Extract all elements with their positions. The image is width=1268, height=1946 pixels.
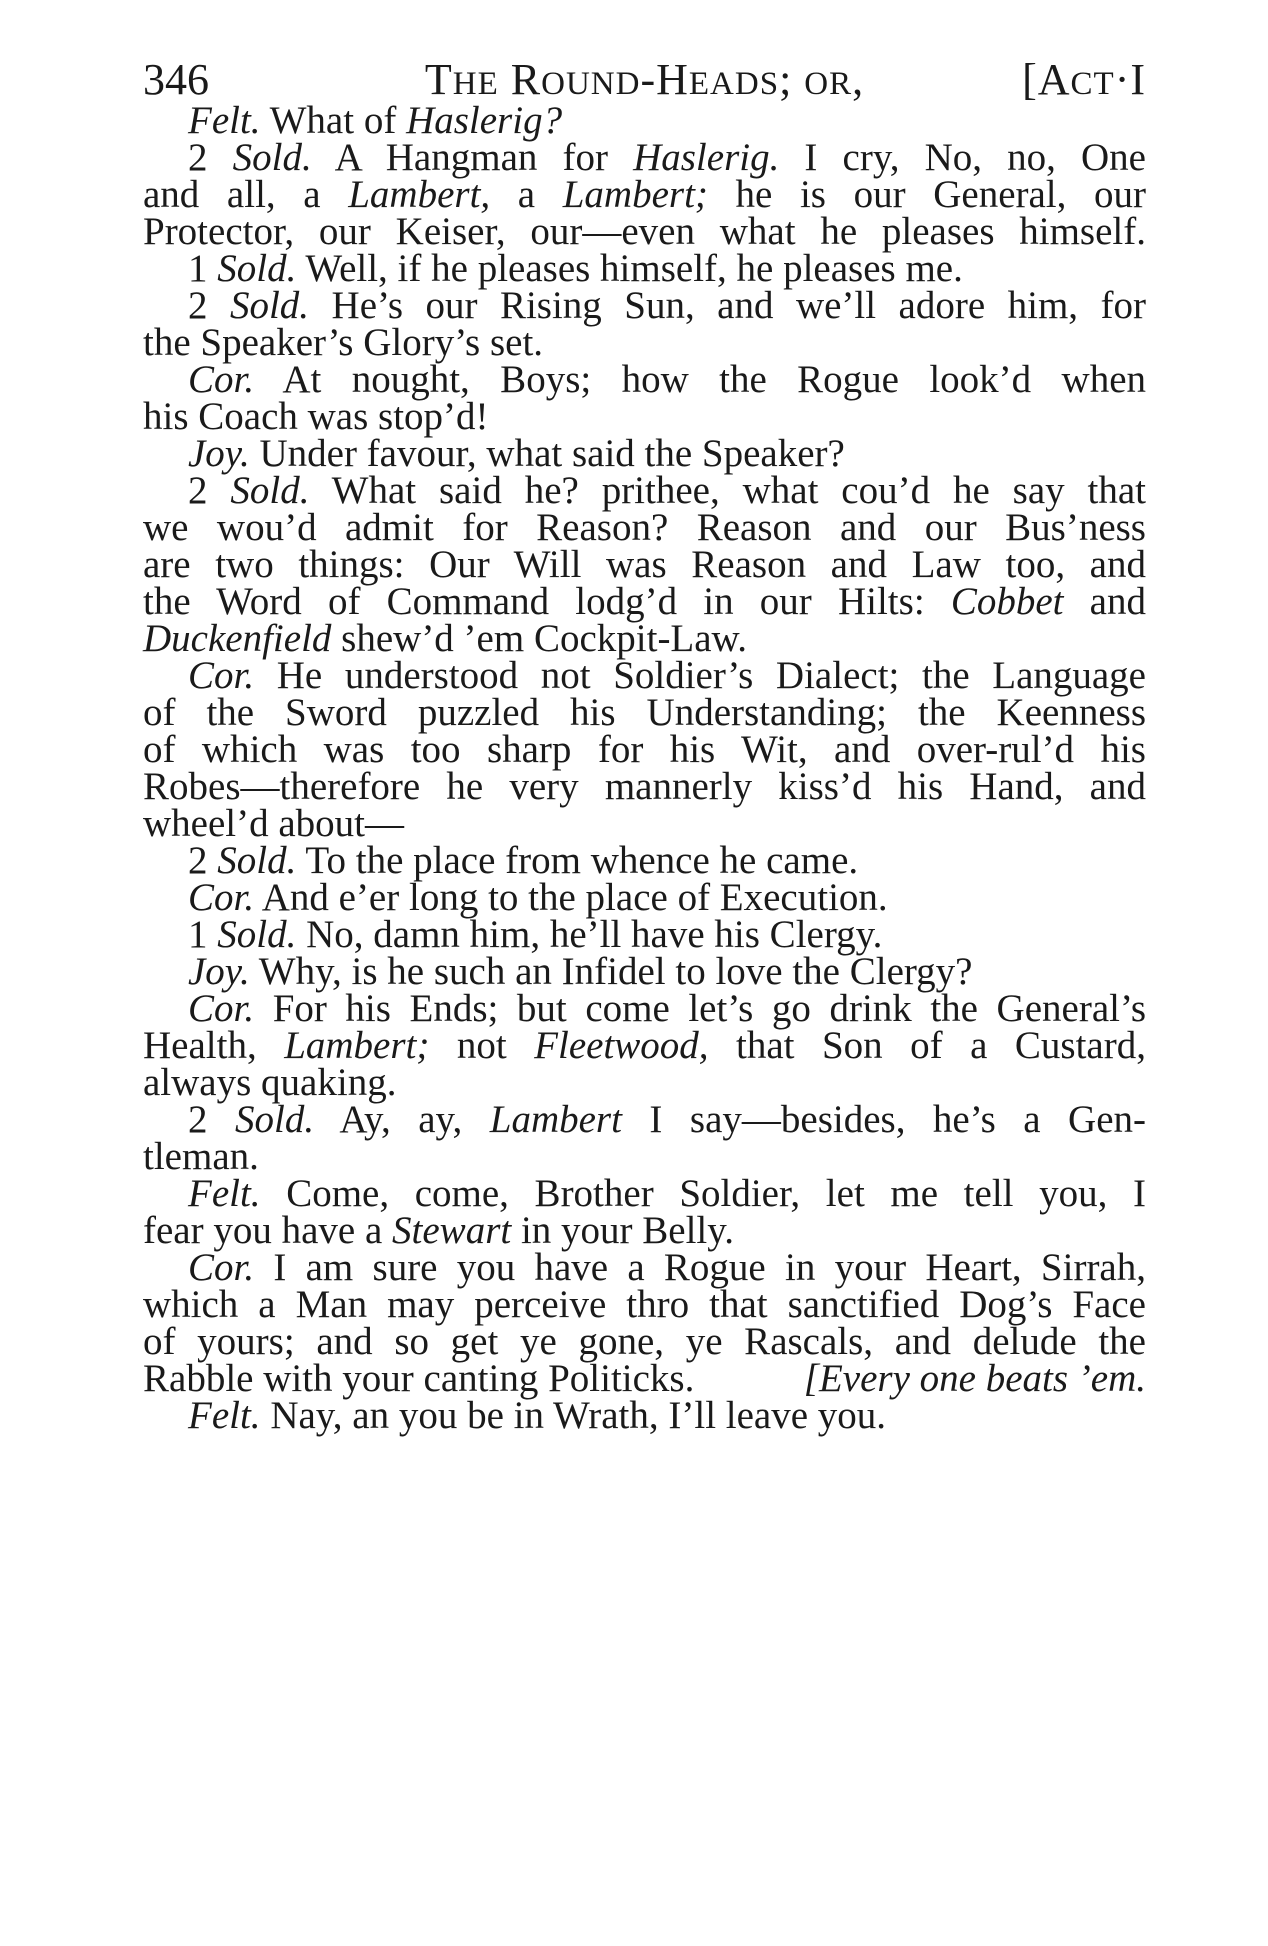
text-line: Felt. Nay, an you be in Wrath, I’ll leave you. <box>188 1394 887 1437</box>
stage-direction: [Every one beats ’em. <box>803 1357 1146 1400</box>
text-line: 2 Sold. To the place from whence he came. <box>188 839 859 882</box>
speaker-name: Cor. <box>188 358 255 401</box>
text-line: Cor. I am sure you have a Rogue in your Heart, Sirrah, <box>188 1246 1146 1289</box>
speaker-name: Sold. <box>230 469 310 512</box>
text-line: and all, a Lambert, a Lambert; he is our General, our <box>143 173 1146 216</box>
text-line: 2 Sold. He’s our Rising Sun, and we’ll adore him, for <box>188 284 1146 327</box>
speaker-name: Felt. <box>188 1394 261 1437</box>
speaker-name: Cor. <box>188 654 255 697</box>
text-line: 2 Sold. Ay, ay, Lambert I say—besides, he’s a Gen- <box>188 1098 1147 1141</box>
speaker-name: Felt. <box>188 1172 261 1215</box>
text-line: 2 Sold. A Hangman for Haslerig. I cry, No, no, One <box>188 136 1146 179</box>
text-line: Robes—therefore he very mannerly kiss’d his Hand, and <box>143 765 1146 808</box>
running-title: THE ROUND-HEADS; OR, <box>424 55 865 104</box>
speaker-name: Sold. <box>232 136 312 179</box>
speaker-name: Joy. <box>188 432 250 475</box>
text-line: Health, Lambert; not Fleetwood, that Son of a Custard, <box>143 1024 1146 1067</box>
text-line: Duckenfield shew’d ’em Cockpit-Law. <box>143 617 747 660</box>
text-line: Felt. What of Haslerig? <box>188 99 563 142</box>
text-line: the Word of Command lodg’d in our Hilts: Cobbet and <box>143 580 1146 623</box>
speaker-name: Cor. <box>188 876 255 919</box>
text-line: Joy. Under favour, what said the Speaker? <box>188 432 845 475</box>
text-line: we wou’d admit for Reason? Reason and our Bus’ness <box>143 506 1146 549</box>
text-line: his Coach was stop’d! <box>143 395 489 438</box>
text-line: of which was too sharp for his Wit, and over-rul’d his <box>143 728 1146 771</box>
speaker-name: Sold. <box>217 913 297 956</box>
text-line: the Speaker’s Glory’s set. <box>143 321 544 364</box>
speaker-name: Sold. <box>235 1098 315 1141</box>
speaker-name: Sold. <box>217 247 297 290</box>
text-line: 1 Sold. Well, if he pleases himself, he pleases me. <box>188 247 963 290</box>
text-line: Joy. Why, is he such an Infidel to love the Clergy? <box>188 950 973 993</box>
text-line: of yours; and so get ye gone, ye Rascals, and delude the <box>143 1320 1146 1363</box>
text-line: are two things: Our Will was Reason and Law too, and <box>143 543 1146 586</box>
text-line: Felt. Come, come, Brother Soldier, let me tell you, I <box>188 1172 1146 1215</box>
speaker-name: Joy. <box>188 950 250 993</box>
text-line: Cor. For his Ends; but come let’s go drink the General’s <box>188 987 1146 1030</box>
text-line: Rabble with your canting Politicks. [Every one beats ’em. <box>143 1357 1146 1400</box>
speaker-name: Cor. <box>188 987 255 1030</box>
text-line: tleman. <box>143 1135 259 1178</box>
text-line: Cor. He understood not Soldier’s Dialect; the Language <box>188 654 1146 697</box>
act-indicator: [ACT·I <box>1022 55 1146 104</box>
text-line: which a Man may perceive thro that sanctified Dog’s Face <box>143 1283 1146 1326</box>
speaker-name: Sold. <box>229 284 310 327</box>
text-line: 1 Sold. No, damn him, he’ll have his Clergy. <box>188 913 883 956</box>
text-line: Cor. And e’er long to the place of Execution. <box>188 876 888 919</box>
speaker-name: Cor. <box>188 1246 255 1289</box>
text-line: always quaking. <box>143 1061 397 1104</box>
speaker-name: Felt. <box>188 99 261 142</box>
text-line: of the Sword puzzled his Understanding; the Keenness <box>143 691 1146 734</box>
page-number: 346 <box>143 55 209 104</box>
speaker-name: Sold. <box>217 839 297 882</box>
text-line: fear you have a Stewart in your Belly. <box>143 1209 734 1252</box>
text-line: Cor. At nought, Boys; how the Rogue look’d when <box>188 358 1146 401</box>
text-line: wheel’d about— <box>143 802 405 845</box>
text-line: 2 Sold. What said he? prithee, what cou’d he say that <box>188 469 1147 512</box>
text-line: Protector, our Keiser, our—even what he pleases himself. <box>143 210 1146 253</box>
